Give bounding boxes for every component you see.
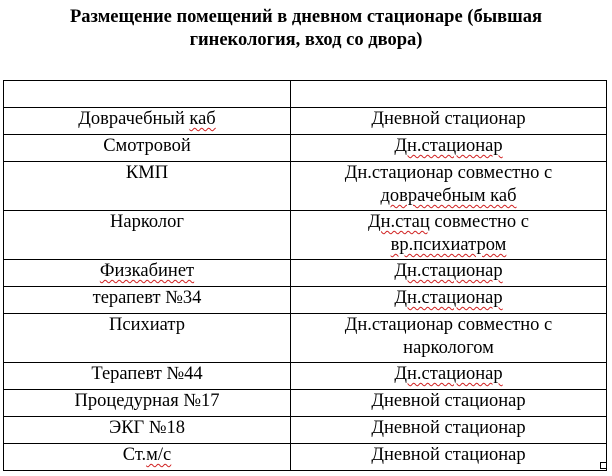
location-text-marked: Дн.стационар [394,261,503,281]
location-line-2-marked: вр.психиатром [390,235,507,255]
room-cell[interactable]: Смотровой [4,135,291,162]
location-cell[interactable] [291,135,607,162]
room-cell[interactable]: Психиатр [4,314,291,363]
room-cell[interactable]: Нарколог [4,211,291,260]
table-row [4,260,607,287]
location-cell[interactable]: Дневной стационар [291,444,607,471]
table-row [4,287,607,314]
location-cell[interactable] [291,287,607,314]
table-row [4,390,607,417]
location-cell[interactable]: Дневной стационар [291,390,607,417]
location-cell[interactable] [291,162,607,211]
table-row [4,162,607,211]
location-cell[interactable]: Дневной стационар [291,108,607,135]
location-line-2-marked: доврачебным каб [380,186,517,206]
location-cell[interactable] [291,81,607,108]
table-row [4,135,607,162]
room-text-marked: Физкабинет [99,261,195,281]
room-cell[interactable] [4,260,291,287]
table-row [4,81,607,108]
location-text-marked: Дн.стационар [394,136,503,156]
room-text: Доврачебный [78,109,190,129]
table-resize-handle[interactable] [600,462,607,469]
room-cell[interactable]: терапевт №34 [4,287,291,314]
room-cell[interactable]: ЭКГ №18 [4,417,291,444]
location-line-1: Дн.стационар совместно с [344,315,553,335]
page-title [0,6,612,52]
room-cell[interactable] [4,108,291,135]
table-row [4,444,607,471]
location-cell[interactable] [291,260,607,287]
table-row [4,363,607,390]
location-cell[interactable] [291,363,607,390]
room-text-marked: каб [189,109,216,129]
room-cell[interactable]: Терапевт №44 [4,363,291,390]
location-line-1-marked: Дн.стац [368,212,430,232]
location-cell[interactable] [291,211,607,260]
room-cell[interactable] [4,81,291,108]
room-text: Ст. [122,445,147,465]
title-line-1: Размещение помещений в дневном стационаре (бывшая [69,7,543,27]
location-line-1-rest: совместно с [429,212,529,232]
table-row [4,314,607,363]
table-row [4,211,607,260]
table-row [4,108,607,135]
room-cell[interactable]: КМП [4,162,291,211]
room-text-marked: м/с [146,445,172,465]
location-text-marked: Дн.стационар [394,364,503,384]
location-cell[interactable] [291,314,607,363]
room-cell[interactable]: Процедурная №17 [4,390,291,417]
room-cell[interactable] [4,444,291,471]
location-line-2: наркологом [403,338,494,358]
rooms-table [3,80,607,471]
location-text-marked: Дн.стационар [394,288,503,308]
location-line-1: Дн.стационар совместно с [344,163,553,183]
table-row [4,417,607,444]
title-line-2: гинекология, вход со двора) [189,30,423,50]
location-cell[interactable]: Дневной стационар [291,417,607,444]
